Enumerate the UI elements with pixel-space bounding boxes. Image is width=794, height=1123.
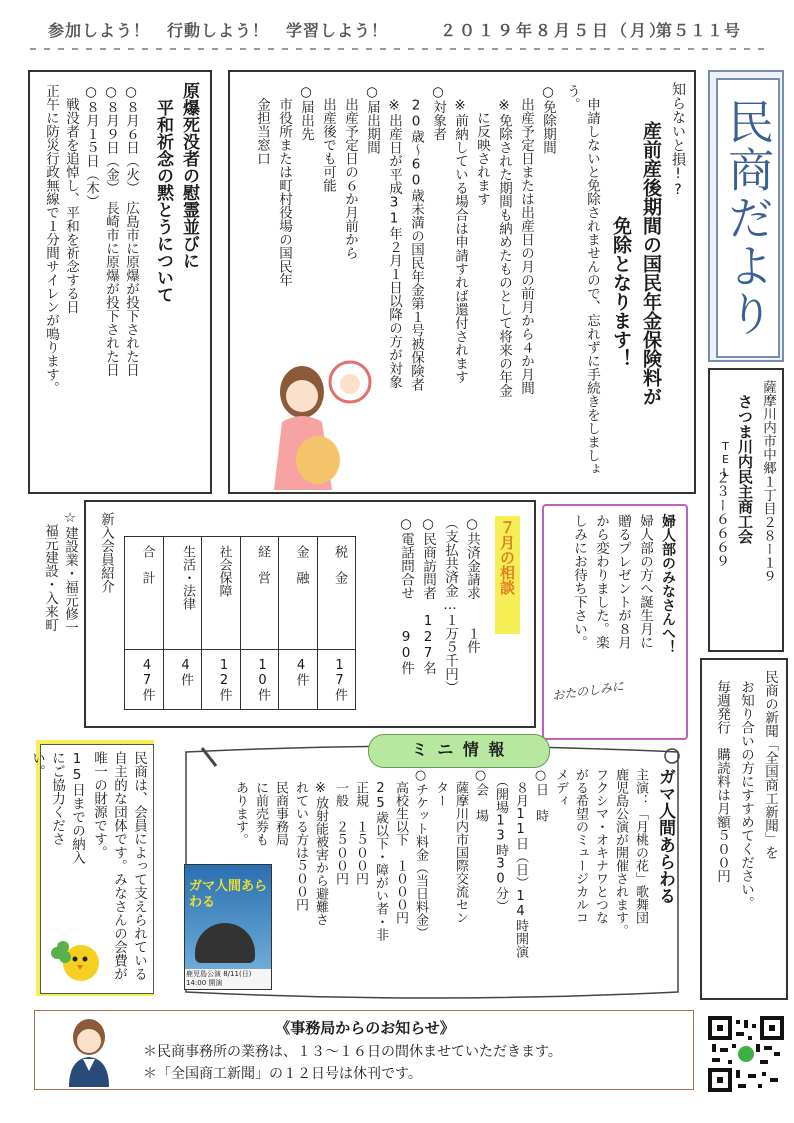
- table-count: 10件: [255, 658, 270, 701]
- masthead-title-frame: [716, 78, 780, 358]
- chick-mascot: [45, 929, 105, 989]
- consultation-stats-box: [84, 500, 536, 728]
- gama-line: ○チケット料金（当日料金）: [413, 768, 428, 939]
- gama-line: メディ: [553, 768, 568, 807]
- pension-line: 20歳～60歳未満の国民年金第１号被保険者: [408, 84, 424, 391]
- gama-line: ○会 場: [473, 768, 488, 822]
- gama-line: 民商事務局: [273, 768, 288, 846]
- pension-line: ○届出先: [298, 84, 314, 141]
- atomic-line-4: 戦没者を追悼し、平和を祈念する日: [63, 84, 79, 314]
- contrib-text-1: 民商は、会員によって支えられている自主的な団体です。みなさんの会費が唯一の財源です。: [91, 751, 147, 981]
- poster-figure: [195, 923, 255, 963]
- tel-number: ２３ー６６６９: [714, 470, 730, 568]
- table-count: 12件: [216, 658, 232, 701]
- pension-line: ※前納している場合は申請すれば還付されます: [452, 84, 468, 384]
- atomic-title: 原爆死没者の慰霊並びに 平和祈念の黙とうについて: [153, 82, 199, 303]
- mini-info-banner: ミ ニ 情 報: [368, 734, 550, 768]
- womens-section-box: [542, 504, 688, 740]
- atomic-line-3: ○８月１５日（木）: [83, 84, 99, 208]
- gama-body: [230, 768, 650, 996]
- gama-line: れている方は５００円: [293, 768, 308, 911]
- newspaper-line: 民商の新聞「全国商工新聞」を: [762, 670, 778, 859]
- pension-line: 市役所または町村役場の国民年: [276, 84, 292, 287]
- pension-line: ○対象者: [430, 84, 446, 141]
- stats-item: （支払共済金…１万５千円）: [442, 516, 458, 694]
- gama-line: 鹿児島公演が開催されます。: [613, 768, 628, 937]
- pension-line: ※出産日が平成31年２月１日以降の方が対象: [386, 84, 402, 389]
- stats-item: ○民商訪問者 127名: [420, 516, 436, 675]
- notice-line: ＊民商事務所の業務は、１３～１６日の間休ませていただきます。: [143, 1044, 562, 1060]
- table-count: 4件: [178, 658, 193, 686]
- pension-line: 出産後でも可能: [320, 84, 336, 192]
- table-category: 税 金: [318, 537, 356, 650]
- newspaper-line: 毎週発行 購読料は月額５００円: [714, 680, 730, 883]
- mini-info-section: [172, 742, 692, 1004]
- header-slogan: 参加しよう！ 行動しよう！ 学習しよう！: [48, 21, 389, 40]
- gama-line: 薩摩川内市国際交流セン: [453, 768, 468, 924]
- table-category: 合 計: [125, 537, 163, 650]
- poster-title: ガマ人間あらわる: [189, 879, 268, 910]
- newspaper-line: お知り合いの方にすすめてください。: [738, 680, 754, 910]
- poster-caption: 鹿児島公演 8/11(日) 14:00 開演: [185, 969, 272, 989]
- members-entry: ☆建設業・福元修一: [62, 510, 78, 634]
- table-category: 経 営: [241, 537, 279, 650]
- address-text: 薩摩川内市中郷１丁目２８ー１９: [760, 380, 776, 583]
- table-column: [201, 537, 240, 709]
- qr-code[interactable]: [708, 1016, 784, 1092]
- atomic-line-2: ○８月９日（金） 長崎市に原爆が投下された日: [103, 84, 119, 377]
- atomic-line-1: ○８月６日（火） 広島市に原爆が投下された日: [123, 84, 139, 377]
- contrib-text-2: 15日までの納入にご協力ください。: [29, 751, 85, 864]
- membership-fee-frame: [29, 744, 154, 994]
- table-column: [278, 537, 317, 709]
- table-count: 4件: [293, 658, 309, 686]
- header-date: ２０１９年８月５日（月）: [440, 21, 669, 40]
- table-category: 社会保障: [202, 537, 240, 650]
- gama-title: ガマ人間あらわる: [655, 768, 675, 904]
- stats-item: ○電話問合せ 90件: [398, 516, 414, 675]
- atomic-line-5: 正午に防災行政無線で１分間サイレンが鳴ります。: [43, 84, 59, 395]
- decorative-divider: [30, 48, 765, 50]
- table-column: [317, 537, 356, 709]
- pension-lead: 知らないと損!?: [670, 82, 686, 198]
- pension-line: ○免除期間: [540, 84, 556, 154]
- pension-line: ※免除された期間も納めたものとして将来の年金: [496, 84, 512, 397]
- tel-label: TEL: [719, 440, 732, 479]
- fujinbu-sign: おたのしみに: [551, 679, 625, 703]
- pension-line: に反映されます: [474, 84, 490, 206]
- table-category: 金 融: [279, 537, 317, 650]
- newspaper-promo-box: [700, 658, 788, 1000]
- pension-line: ○届出期間: [364, 84, 380, 154]
- pension-line: 金担当窓口: [254, 84, 270, 165]
- gama-line: 主演：「月桃の花」歌舞団: [633, 768, 648, 924]
- page-header: [0, 0, 794, 60]
- gama-line: あります。: [233, 768, 248, 846]
- pension-article-box: [228, 70, 696, 494]
- pension-line: 出産予定日の６か月前から: [342, 84, 358, 260]
- gama-line: ※放射能被害から避難さ: [313, 768, 328, 926]
- masthead-title-box: [708, 70, 784, 362]
- fujinbu-text: 婦人部の方へ誕生月に贈るプレゼントが８月から変わりました。楽しみにお待ち下さい。: [571, 514, 653, 649]
- table-count: 17件: [332, 658, 347, 701]
- table-column: [163, 537, 202, 709]
- org-name: さつま川内民主商工会: [736, 394, 754, 544]
- table-column: [125, 537, 163, 709]
- pension-intro: 申請しないと免除されませんので、忘れずに手続きをしましょう。: [564, 84, 600, 476]
- gama-line: 高校生以下 １０００円: [393, 768, 408, 924]
- gama-line: ター: [433, 768, 448, 807]
- gama-line: ８月11日（日）14時開演: [513, 768, 528, 958]
- membership-fee-box: [29, 740, 154, 996]
- poster-image: [184, 864, 272, 990]
- woman-pregnant-illustration: [260, 352, 380, 492]
- gama-line: がる希望のミュージカルコ: [573, 768, 588, 924]
- members-entry: 福元建設・入来町: [42, 510, 58, 632]
- table-category: 生活・法律: [164, 537, 202, 650]
- stats-item: ○共済金請求 １件: [464, 516, 480, 654]
- office-notice-box: [34, 1010, 694, 1090]
- table-column: [240, 537, 279, 709]
- address-box: [708, 368, 784, 652]
- gama-line: ○日 時: [533, 768, 548, 822]
- gama-line: に前売券も: [253, 768, 268, 846]
- atomic-memorial-box: [28, 70, 212, 494]
- members-title: 新入会員紹介: [98, 512, 114, 593]
- gama-line: フクシマ・オキナワとつな: [593, 768, 608, 924]
- fujinbu-title: 婦人部のみなさんへ！: [660, 514, 676, 654]
- masthead-title: 民商だより: [721, 98, 775, 338]
- stats-table: [124, 536, 356, 710]
- pension-line: 出産予定日または出産日の月の前月から４か月間: [518, 84, 534, 395]
- notice-line: ＊「全国商工新聞」の１２日号は休刊です。: [143, 1066, 422, 1082]
- stats-heading: ７月の相談: [495, 516, 520, 634]
- gama-line: 一般 ２５００円: [333, 768, 348, 885]
- table-count: 47件: [139, 658, 155, 701]
- gama-line: 25歳以下・障がい者・非: [373, 768, 388, 941]
- gama-line: 正規 １５００円: [353, 768, 368, 885]
- notice-title: 《事務局からのお知らせ》: [275, 1019, 455, 1037]
- gama-line: （開場13時30分）: [493, 768, 508, 913]
- header-issue: 第５１１号: [656, 21, 742, 40]
- pension-title: 産前産後期間の国民年金保険料が 免除となります！: [610, 121, 662, 406]
